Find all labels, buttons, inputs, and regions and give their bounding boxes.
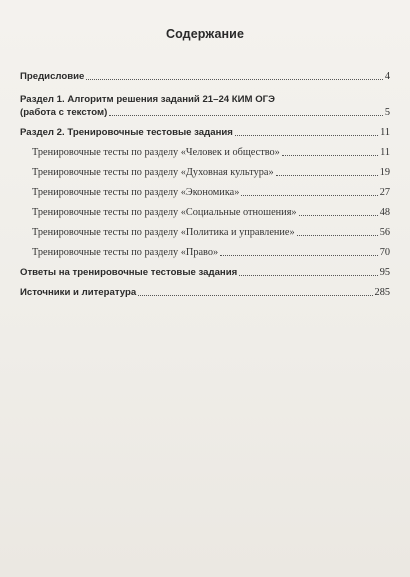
leader-dots	[239, 274, 377, 276]
toc-entry-label: Тренировочные тесты по разделу «Право»	[32, 247, 219, 258]
leader-dots	[299, 214, 378, 216]
leader-dots	[276, 174, 378, 176]
toc-entry-tests-person-society	[32, 146, 390, 159]
toc-entry-label: Раздел 1. Алгоритм решения заданий 21–24 КИМ ОГЭ	[20, 94, 275, 105]
toc-entry-section-1-line1	[20, 93, 390, 106]
toc-entry-label: Тренировочные тесты по разделу «Социальные отношения»	[32, 207, 297, 218]
leader-dots	[241, 194, 377, 196]
toc-entry-page: 56	[379, 227, 390, 238]
toc-entry-tests-politics	[32, 226, 390, 239]
toc-entry-section-1	[20, 106, 390, 119]
toc-entry-page: 11	[380, 127, 390, 138]
toc-entry-page: 48	[379, 207, 390, 218]
toc-entry-label: Предисловие	[20, 71, 85, 82]
toc-entry-page: 19	[379, 167, 390, 178]
leader-dots	[235, 134, 378, 136]
leader-dots	[109, 114, 383, 116]
leader-dots	[282, 154, 378, 156]
toc-entry-label: Тренировочные тесты по разделу «Политика и управление»	[32, 227, 295, 238]
toc-entry-page: 27	[379, 187, 390, 198]
toc-entry-tests-spiritual-culture	[32, 166, 390, 179]
toc-entry-label: (работа с текстом)	[20, 107, 108, 118]
toc-entry-label: Источники и литература	[20, 287, 137, 298]
toc-entry-section-2	[20, 126, 390, 139]
toc-entry-page: 11	[380, 147, 390, 158]
leader-dots	[297, 234, 378, 236]
leader-dots	[86, 78, 382, 80]
toc-entry-page: 5	[384, 107, 390, 118]
toc-entry-page: 95	[379, 267, 390, 278]
toc-entry-page: 285	[374, 287, 390, 298]
page-title: Содержание	[165, 27, 244, 41]
leader-dots	[138, 294, 372, 296]
leader-dots	[220, 254, 378, 256]
toc-entry-label: Тренировочные тесты по разделу «Человек и общество»	[32, 147, 280, 158]
toc-entry-label: Тренировочные тесты по разделу «Экономика»	[32, 187, 240, 198]
toc-entry-label: Раздел 2. Тренировочные тестовые задания	[20, 127, 233, 138]
toc-entry-preface	[20, 70, 390, 83]
toc-entry-label: Тренировочные тесты по разделу «Духовная культура»	[32, 167, 274, 178]
toc-entry-answers	[20, 266, 390, 279]
toc-entry-page: 70	[379, 247, 390, 258]
toc-entry-label: Ответы на тренировочные тестовые задания	[20, 267, 238, 278]
toc-entry-tests-economics	[32, 186, 390, 199]
toc-entry-tests-law	[32, 246, 390, 259]
toc-entry-tests-social-relations	[32, 206, 390, 219]
toc-entry-page: 4	[384, 71, 390, 82]
toc-entry-sources	[20, 286, 390, 299]
